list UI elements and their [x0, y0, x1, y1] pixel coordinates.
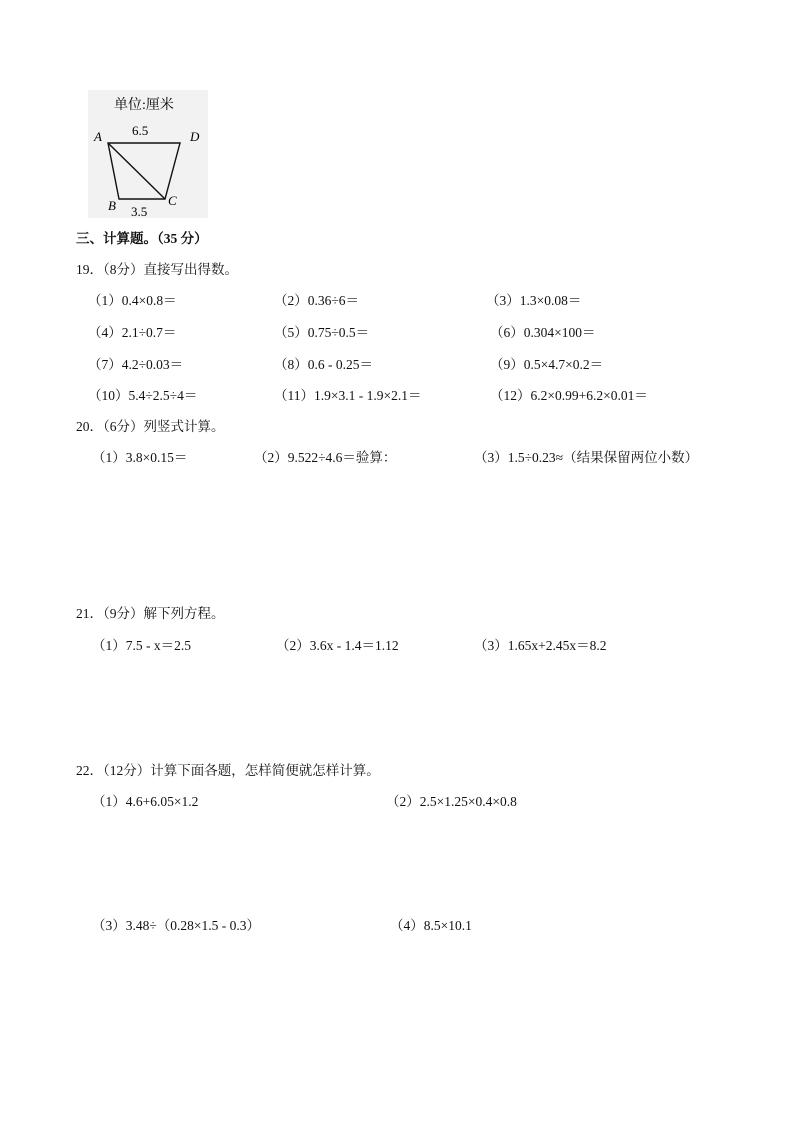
q19-item-12: （12）6.2×0.99+6.2×0.01＝ [490, 388, 648, 403]
q22-item-4: （4）8.5×10.1 [390, 918, 472, 933]
q20-item-2: （2）9.522÷4.6＝验算： [254, 450, 397, 465]
q19-item-10: （10）5.4÷2.5÷4＝ [88, 388, 198, 403]
q21-item-2: （2）3.6x - 1.4＝1.12 [276, 638, 399, 653]
vertex-c-label: C [168, 193, 177, 208]
section-heading: 三、计算题。（35 分） [76, 231, 208, 246]
q22-item-2: （2）2.5×1.25×0.4×0.8 [386, 794, 517, 809]
q22-title: 22．（12分）计算下面各题，怎样简便就怎样计算。 [76, 763, 380, 778]
q19-item-8: （8）0.6 - 0.25＝ [274, 357, 373, 372]
q19-item-5: （5）0.75÷0.5＝ [274, 325, 370, 340]
q19-item-4: （4）2.1÷0.7＝ [88, 325, 177, 340]
q19-item-3: （3）1.3×0.08＝ [486, 293, 582, 308]
bottom-length-label: 3.5 [131, 204, 148, 218]
trapezoid-figure [88, 90, 208, 218]
unit-label: 单位:厘米 [114, 98, 174, 113]
q19-title: 19．（8分）直接写出得数。 [76, 262, 238, 277]
q20-item-3: （3）1.5÷0.23≈（结果保留两位小数） [474, 450, 699, 465]
q21-item-3: （3）1.65x+2.45x＝8.2 [474, 638, 607, 653]
q19-item-9: （9）0.5×4.7×0.2＝ [490, 357, 604, 372]
q19-item-7: （7）4.2÷0.03＝ [88, 357, 184, 372]
q22-item-3: （3）3.48÷（0.28×1.5 - 0.3） [92, 918, 261, 933]
vertex-a-label: A [94, 129, 102, 144]
q19-item-2: （2）0.36÷6＝ [274, 293, 360, 308]
q19-item-1: （1）0.4×0.8＝ [88, 293, 177, 308]
q20-item-1: （1）3.8×0.15＝ [92, 450, 188, 465]
vertex-d-label: D [190, 129, 200, 144]
q21-title: 21．（9分）解下列方程。 [76, 606, 225, 621]
trapezoid-diagram [88, 90, 208, 218]
q20-title: 20．（6分）列竖式计算。 [76, 419, 225, 434]
top-length-label: 6.5 [132, 123, 149, 138]
q21-item-1: （1）7.5 - x＝2.5 [92, 638, 191, 653]
vertex-b-label: B [108, 198, 116, 213]
q19-item-11: （11）1.9×3.1 - 1.9×2.1＝ [274, 388, 422, 403]
q22-item-1: （1）4.6+6.05×1.2 [92, 794, 199, 809]
q19-item-6: （6）0.304×100＝ [490, 325, 596, 340]
